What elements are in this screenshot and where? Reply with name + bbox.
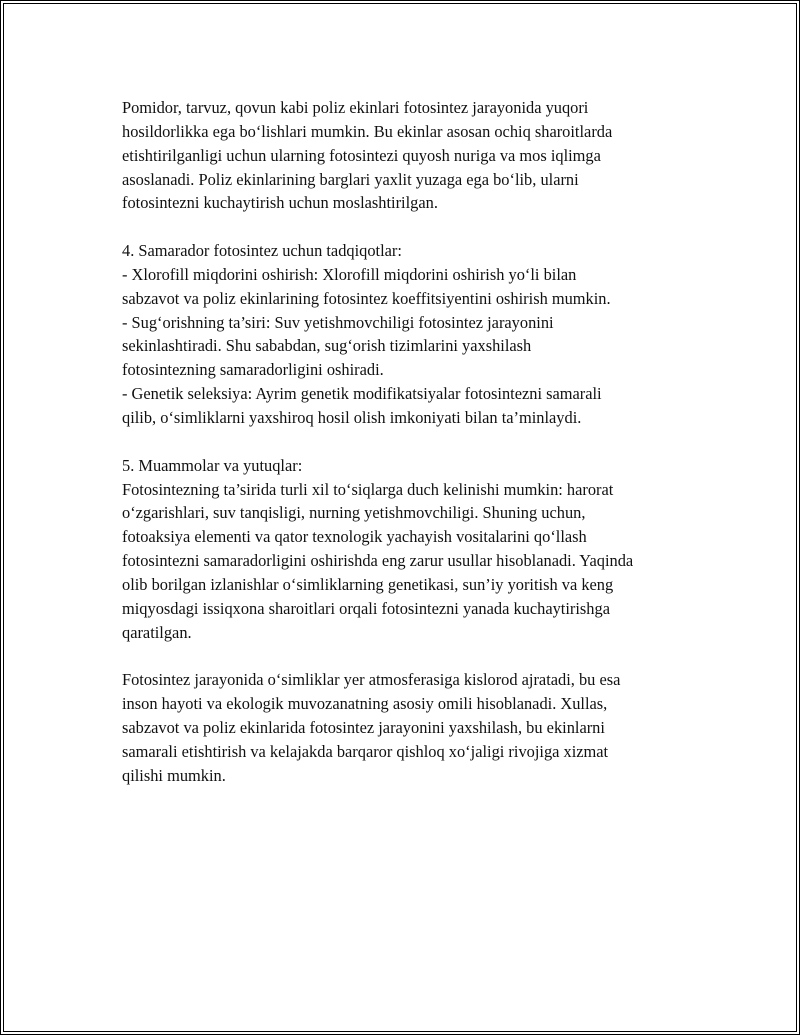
text-line: samarali etishtirish va kelajakda barqaror qishloq xo‘jaligi rivojiga xizmat [122,741,609,761]
text-line: fotosintezni samaradorligini oshirishda eng zarur usullar hisoblanadi. Yaqinda [122,551,634,571]
text-line: hosildorlikka ega bo‘lishlari mumkin. Bu ekinlar asosan ochiq sharoitlarda [122,121,613,141]
text-line: qilishi mumkin. [122,765,226,785]
text-line: sekinlashtiradi. Shu sababdan, sug‘orish tizimlarini yaxshilash [122,336,532,356]
document-body [122,96,702,787]
text-line: miqyosdagi issiqxona sharoitlari orqali fotosintezni yanada kuchaytirishga [122,598,610,618]
text-line: - Xlorofill miqdorini oshirish: Xlorofill miqdorini oshirish yo‘li bilan [122,264,577,284]
text-line: etishtirilganligi uchun ularning fotosintezi quyosh nuriga va mos iqlimga [122,145,601,165]
text-line: asoslanadi. Poliz ekinlarining barglari yaxlit yuzaga ega bo‘lib, ularni [122,169,579,189]
conclusion-paragraph [122,668,702,787]
text-line: Pomidor, tarvuz, qovun kabi poliz ekinlari fotosintez jarayonida yuqori [122,98,589,117]
paragraph-spacer [122,644,702,668]
text-line: Fotosintezning ta’sirida turli xil to‘siqlarga duch kelinishi mumkin: harorat [122,479,614,499]
text-line: olib borilgan izlanishlar o‘simliklarning genetikasi, sun’iy yoritish va keng [122,574,614,594]
text-line: inson hayoti va ekologik muvozanatning asosiy omili hisoblanadi. Xullas, [122,694,608,714]
text-line: - Genetik seleksiya: Ayrim genetik modifikatsiyalar fotosintezni samarali [122,384,602,404]
text-line: o‘zgarishlari, suv tanqisligi, nurning yetishmovchiligi. Shuning uchun, [122,503,586,523]
text-line: fotoaksiya elementi va qator texnologik yachayish vositalarini qo‘llash [122,527,587,547]
text-line: fotosintezni kuchaytirish uchun moslashtirilgan. [122,193,438,213]
text-line: Fotosintez jarayonida o‘simliklar yer atmosferasiga kislorod ajratadi, bu esa [122,670,621,690]
text-line: qilib, o‘simliklarni yaxshiroq hosil olish imkoniyati bilan ta’minlaydi. [122,407,582,427]
text-line: - Sug‘orishning ta’siri: Suv yetishmovchiligi fotosintez jarayonini [122,312,554,332]
paragraph-spacer [122,430,702,454]
intro-paragraph [122,96,702,215]
text-line: sabzavot va poliz ekinlarida fotosintez jarayonini yaxshilash, bu ekinlarni [122,717,605,737]
section-heading: 5. Muammolar va yutuqlar: [122,455,303,475]
section-4-research [122,239,702,430]
section-heading: 4. Samarador fotosintez uchun tadqiqotlar: [122,241,402,261]
section-5-problems [122,454,702,645]
paragraph-spacer [122,215,702,239]
text-line: fotosintezning samaradorligini oshiradi. [122,360,384,380]
text-line: sabzavot va poliz ekinlarining fotosintez koeffitsiyentini oshirish mumkin. [122,288,611,308]
text-line: qaratilgan. [122,622,192,642]
